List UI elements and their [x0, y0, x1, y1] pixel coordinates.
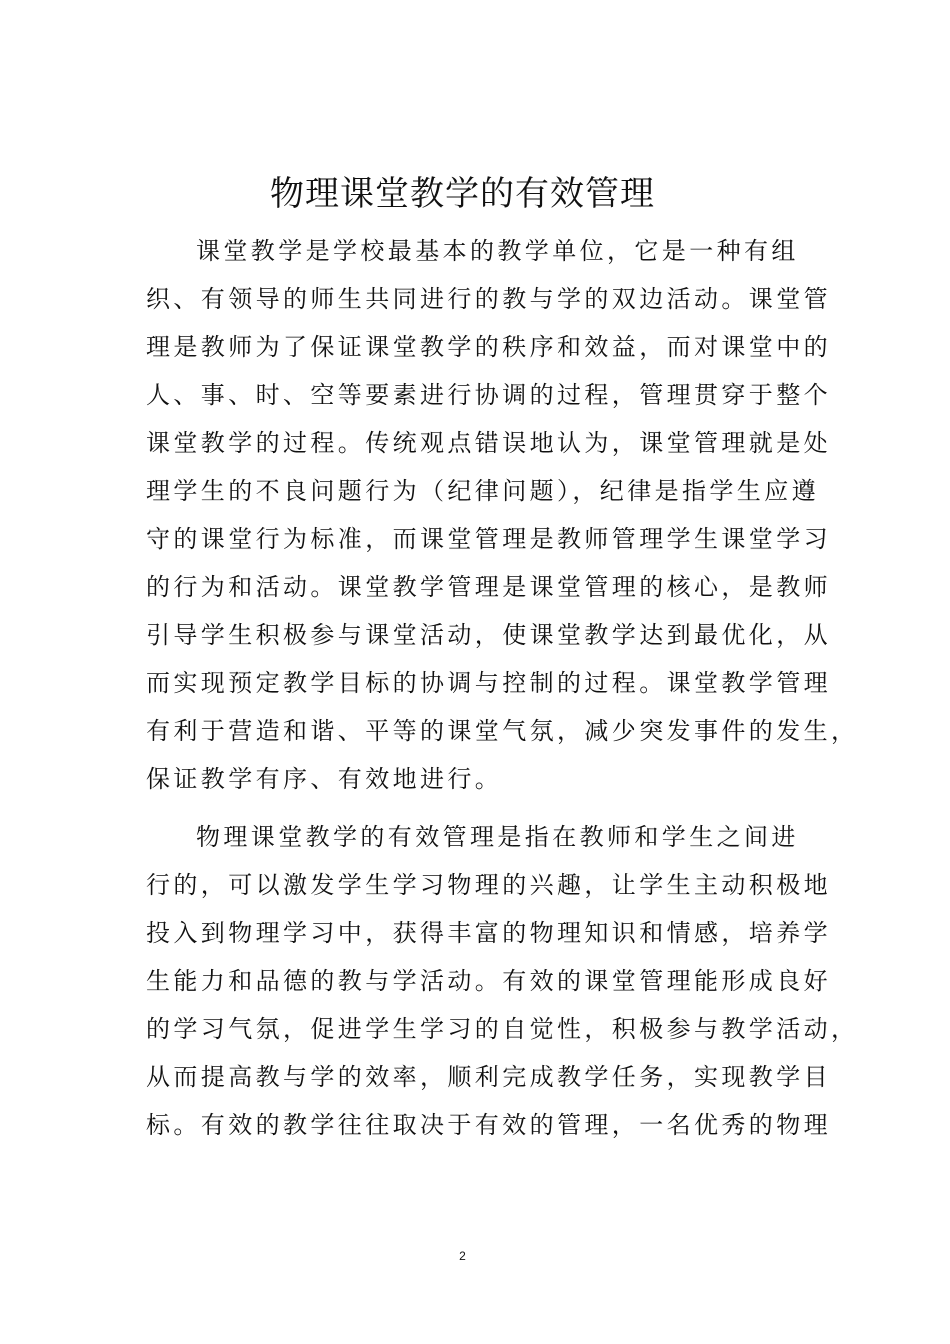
- paragraph-line: 人、事、时、空等要素进行协调的过程，管理贯穿于整个: [146, 381, 831, 409]
- paragraph-1: [146, 227, 859, 803]
- paragraph-line: 行的，可以激发学生学习物理的兴趣，让学生主动积极地: [146, 871, 831, 899]
- paragraph-line: 保证教学有序、有效地进行。: [146, 765, 503, 793]
- paragraph-line: 课堂教学的过程。传统观点错误地认为，课堂管理就是处: [146, 429, 831, 457]
- paragraph-line: 理是教师为了保证课堂教学的秩序和效益，而对课堂中的: [146, 333, 831, 361]
- paragraph-line: 投入到物理学习中，获得丰富的物理知识和情感，培养学: [146, 919, 831, 947]
- paragraph-line: 守的课堂行为标准，而课堂管理是教师管理学生课堂学习: [146, 525, 831, 553]
- document-body: [146, 227, 859, 1149]
- paragraph-line: 有利于营造和谐、平等的课堂气氛，减少突发事件的发生，: [146, 717, 859, 745]
- paragraph-line: 织、有领导的师生共同进行的教与学的双边活动。课堂管: [146, 285, 831, 313]
- paragraph-line: 标。有效的教学往往取决于有效的管理，一名优秀的物理: [146, 1111, 831, 1139]
- document-title: 物理课堂教学的有效管理: [270, 174, 655, 214]
- paragraph-line: 的行为和活动。课堂教学管理是课堂管理的核心，是教师: [146, 573, 831, 601]
- paragraph-line: 生能力和品德的教与学活动。有效的课堂管理能形成良好: [146, 967, 831, 995]
- paragraph-2: [146, 813, 859, 1149]
- paragraph-line: 而实现预定教学目标的协调与控制的过程。课堂教学管理: [146, 669, 831, 697]
- paragraph-line: 课堂教学是学校最基本的教学单位，它是一种有组: [196, 237, 799, 265]
- paragraph-line: 引导学生积极参与课堂活动，使课堂教学达到最优化，从: [146, 621, 831, 649]
- paragraph-line: 理学生的不良问题行为（纪律问题），纪律是指学生应遵: [146, 477, 819, 505]
- paragraph-line: 物理课堂教学的有效管理是指在教师和学生之间进: [196, 823, 799, 851]
- paragraph-line: 从而提高教与学的效率，顺利完成教学任务，实现教学目: [146, 1063, 831, 1091]
- paragraph-line: 的学习气氛，促进学生学习的自觉性，积极参与教学活动，: [146, 1015, 859, 1043]
- paragraph-spacing: [146, 803, 786, 813]
- page-number: 2: [459, 1249, 466, 1263]
